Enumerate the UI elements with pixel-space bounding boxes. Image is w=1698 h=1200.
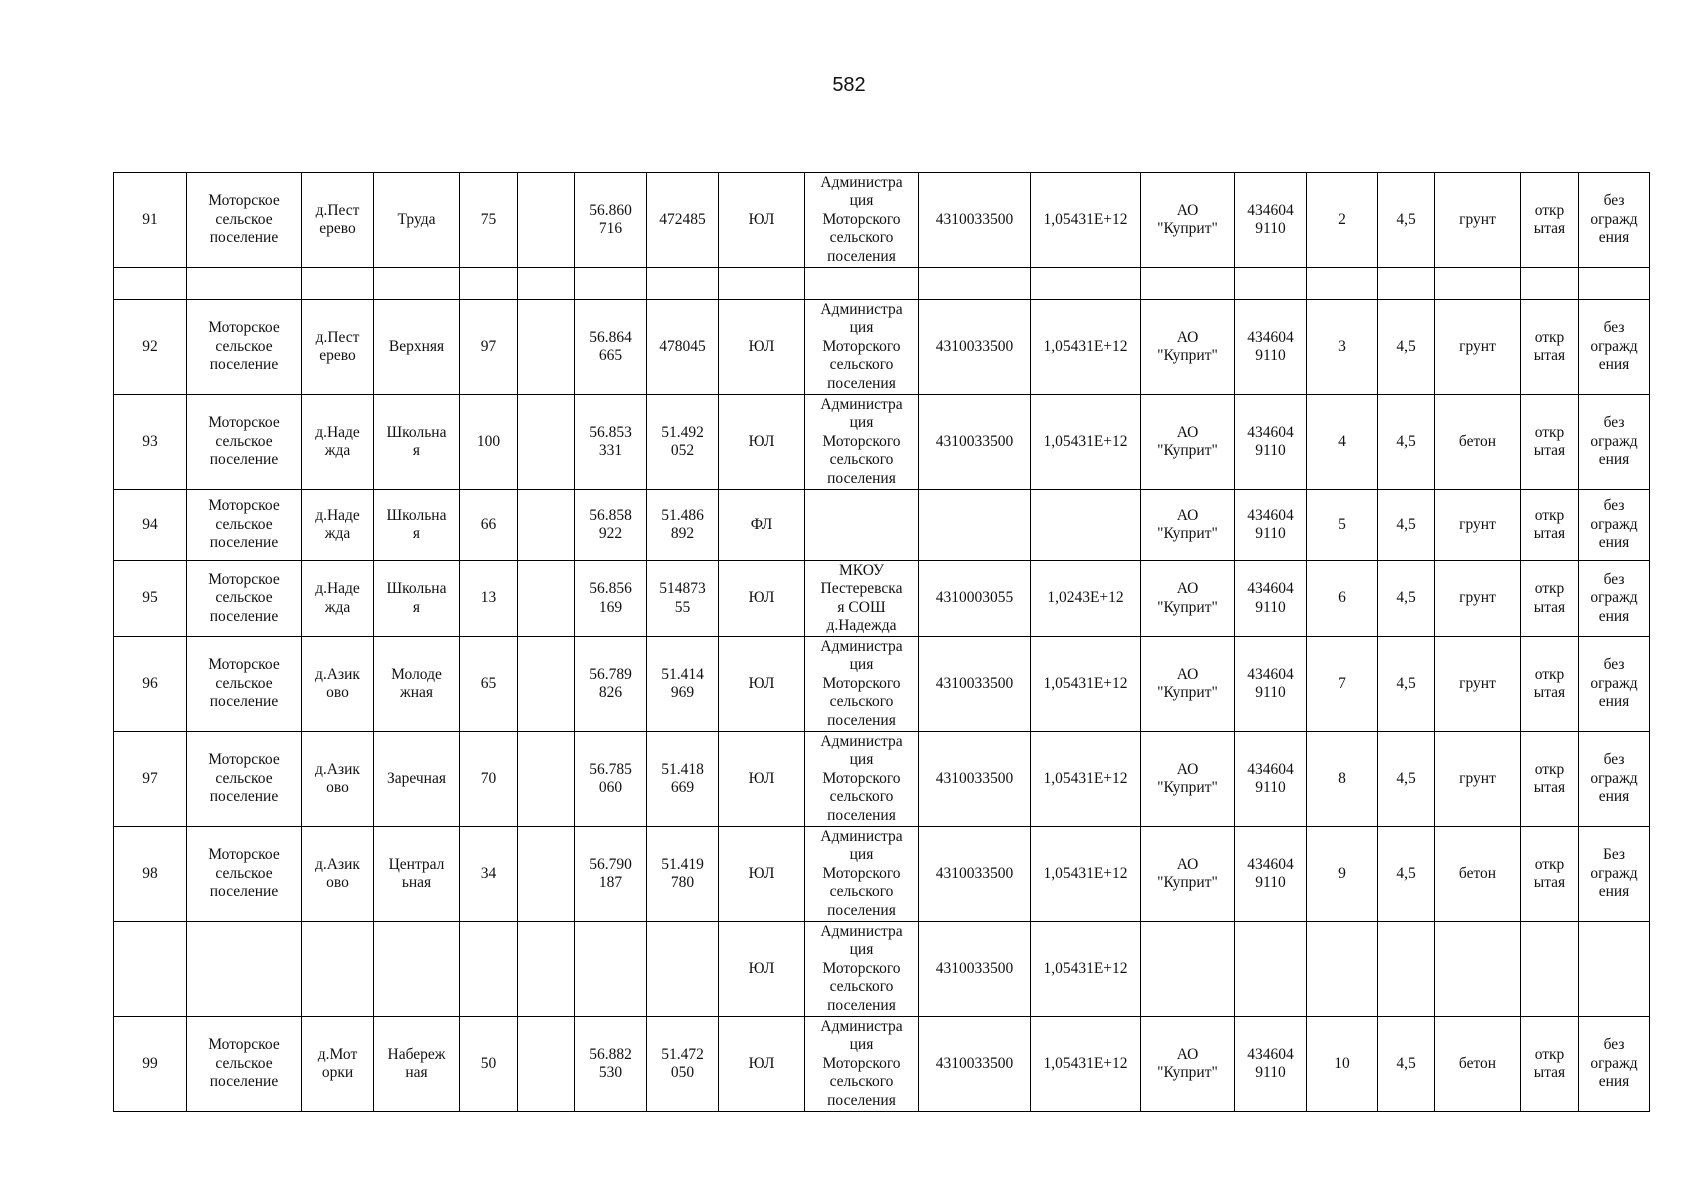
cell-idx: 10 bbox=[1307, 1017, 1378, 1112]
cell-owner: Администра ция Моторского сельского поселения bbox=[805, 173, 919, 268]
cell-settlement: Моторское сельское поселение bbox=[187, 732, 302, 827]
cell-lat: 56.853 331 bbox=[575, 395, 647, 490]
cell-operator: АО "Куприт" bbox=[1141, 732, 1235, 827]
cell-op-inn bbox=[1235, 268, 1307, 300]
table-row bbox=[114, 922, 1650, 1017]
cell-n: 98 bbox=[114, 827, 187, 922]
cell-idx: 9 bbox=[1307, 827, 1378, 922]
cell-village bbox=[302, 922, 374, 1017]
cell-street: Заречная bbox=[374, 732, 460, 827]
cell-area: 4,5 bbox=[1378, 395, 1435, 490]
cell-village: д.Пест ерево bbox=[302, 300, 374, 395]
cell-village: д.Наде жда bbox=[302, 395, 374, 490]
cell-street: Верхняя bbox=[374, 300, 460, 395]
cell-village: д.Азик ово bbox=[302, 732, 374, 827]
cell-n: 99 bbox=[114, 1017, 187, 1112]
cell-type bbox=[719, 268, 805, 300]
cell-ogrn: 1,05431E+12 bbox=[1031, 732, 1141, 827]
cell-n: 96 bbox=[114, 637, 187, 732]
table-row bbox=[114, 300, 1650, 395]
cell-op-inn bbox=[1235, 922, 1307, 1017]
cell-street: Набереж ная bbox=[374, 1017, 460, 1112]
cell-surface: грунт bbox=[1435, 561, 1521, 637]
cell-fence: без огражд ения bbox=[1579, 561, 1650, 637]
cell-owner: Администра ция Моторского сельского поселения bbox=[805, 922, 919, 1017]
cell-street: Труда bbox=[374, 173, 460, 268]
cell-n bbox=[114, 922, 187, 1017]
cell-type: ФЛ bbox=[719, 490, 805, 561]
cell-house: 100 bbox=[460, 395, 518, 490]
cell-inn bbox=[919, 490, 1031, 561]
cell-owner: Администра ция Моторского сельского поселения bbox=[805, 395, 919, 490]
cell-inn: 4310033500 bbox=[919, 300, 1031, 395]
cell-fence: без огражд ения bbox=[1579, 732, 1650, 827]
cell-lon: 514873 55 bbox=[647, 561, 719, 637]
cell-c6 bbox=[518, 268, 575, 300]
cell-street bbox=[374, 268, 460, 300]
cell-ogrn: 1,05431E+12 bbox=[1031, 173, 1141, 268]
cell-settlement: Моторское сельское поселение bbox=[187, 561, 302, 637]
cell-type: ЮЛ bbox=[719, 1017, 805, 1112]
cell-owner: МКОУ Пестеревска я СОШ д.Надежда bbox=[805, 561, 919, 637]
cell-ogrn bbox=[1031, 490, 1141, 561]
cell-n: 93 bbox=[114, 395, 187, 490]
table-row bbox=[114, 395, 1650, 490]
cell-area: 4,5 bbox=[1378, 173, 1435, 268]
cell-inn: 4310033500 bbox=[919, 922, 1031, 1017]
cell-lon: 472485 bbox=[647, 173, 719, 268]
cell-inn: 4310003055 bbox=[919, 561, 1031, 637]
cell-inn: 4310033500 bbox=[919, 395, 1031, 490]
cell-fence: без огражд ения bbox=[1579, 395, 1650, 490]
cell-operator: АО "Куприт" bbox=[1141, 490, 1235, 561]
cell-type: ЮЛ bbox=[719, 561, 805, 637]
cell-fence: без огражд ения bbox=[1579, 490, 1650, 561]
cell-idx bbox=[1307, 922, 1378, 1017]
cell-area: 4,5 bbox=[1378, 732, 1435, 827]
cell-village: д.Азик ово bbox=[302, 637, 374, 732]
cell-op-inn: 434604 9110 bbox=[1235, 732, 1307, 827]
cell-lon bbox=[647, 922, 719, 1017]
cell-lat: 56.864 665 bbox=[575, 300, 647, 395]
cell-fence: без огражд ения bbox=[1579, 300, 1650, 395]
cell-operator: АО "Куприт" bbox=[1141, 1017, 1235, 1112]
cell-idx: 7 bbox=[1307, 637, 1378, 732]
cell-fence bbox=[1579, 268, 1650, 300]
cell-op-inn: 434604 9110 bbox=[1235, 637, 1307, 732]
cell-idx: 5 bbox=[1307, 490, 1378, 561]
cell-c6 bbox=[518, 922, 575, 1017]
cell-owner bbox=[805, 490, 919, 561]
cell-kind bbox=[1521, 922, 1579, 1017]
cell-idx: 8 bbox=[1307, 732, 1378, 827]
cell-operator bbox=[1141, 268, 1235, 300]
cell-op-inn: 434604 9110 bbox=[1235, 395, 1307, 490]
cell-area: 4,5 bbox=[1378, 827, 1435, 922]
cell-op-inn: 434604 9110 bbox=[1235, 827, 1307, 922]
table-row bbox=[114, 173, 1650, 268]
cell-lat: 56.789 826 bbox=[575, 637, 647, 732]
cell-lon: 51.414 969 bbox=[647, 637, 719, 732]
cell-owner: Администра ция Моторского сельского поселения bbox=[805, 732, 919, 827]
cell-settlement: Моторское сельское поселение bbox=[187, 395, 302, 490]
cell-lat: 56.785 060 bbox=[575, 732, 647, 827]
cell-kind: откр ытая bbox=[1521, 490, 1579, 561]
cell-house bbox=[460, 922, 518, 1017]
cell-fence: Без огражд ения bbox=[1579, 827, 1650, 922]
cell-house bbox=[460, 268, 518, 300]
cell-settlement bbox=[187, 922, 302, 1017]
cell-op-inn: 434604 9110 bbox=[1235, 173, 1307, 268]
cell-ogrn: 1,05431E+12 bbox=[1031, 300, 1141, 395]
cell-op-inn: 434604 9110 bbox=[1235, 490, 1307, 561]
cell-operator: АО "Куприт" bbox=[1141, 561, 1235, 637]
cell-n: 91 bbox=[114, 173, 187, 268]
cell-operator: АО "Куприт" bbox=[1141, 173, 1235, 268]
cell-lon: 51.492 052 bbox=[647, 395, 719, 490]
cell-lon: 51.472 050 bbox=[647, 1017, 719, 1112]
table-row bbox=[114, 268, 1650, 300]
cell-n: 94 bbox=[114, 490, 187, 561]
cell-fence: без огражд ения bbox=[1579, 1017, 1650, 1112]
cell-kind: откр ытая bbox=[1521, 827, 1579, 922]
cell-area: 4,5 bbox=[1378, 490, 1435, 561]
cell-owner: Администра ция Моторского сельского поселения bbox=[805, 300, 919, 395]
cell-op-inn: 434604 9110 bbox=[1235, 1017, 1307, 1112]
table-row bbox=[114, 1017, 1650, 1112]
cell-c6 bbox=[518, 173, 575, 268]
cell-village: д.Наде жда bbox=[302, 561, 374, 637]
cell-owner: Администра ция Моторского сельского поселения bbox=[805, 637, 919, 732]
cell-lat: 56.790 187 bbox=[575, 827, 647, 922]
cell-type: ЮЛ bbox=[719, 395, 805, 490]
cell-inn bbox=[919, 268, 1031, 300]
cell-settlement: Моторское сельское поселение bbox=[187, 300, 302, 395]
cell-house: 50 bbox=[460, 1017, 518, 1112]
cell-village: д.Пест ерево bbox=[302, 173, 374, 268]
cell-idx: 6 bbox=[1307, 561, 1378, 637]
cell-settlement: Моторское сельское поселение bbox=[187, 827, 302, 922]
cell-kind bbox=[1521, 268, 1579, 300]
cell-house: 34 bbox=[460, 827, 518, 922]
cell-idx: 4 bbox=[1307, 395, 1378, 490]
cell-settlement: Моторское сельское поселение bbox=[187, 173, 302, 268]
cell-area: 4,5 bbox=[1378, 637, 1435, 732]
cell-c6 bbox=[518, 732, 575, 827]
cell-kind: откр ытая bbox=[1521, 395, 1579, 490]
table-row bbox=[114, 490, 1650, 561]
cell-area bbox=[1378, 268, 1435, 300]
cell-lon: 51.486 892 bbox=[647, 490, 719, 561]
cell-kind: откр ытая bbox=[1521, 637, 1579, 732]
cell-house: 75 bbox=[460, 173, 518, 268]
table-body bbox=[114, 173, 1650, 1112]
cell-type: ЮЛ bbox=[719, 827, 805, 922]
cell-area: 4,5 bbox=[1378, 300, 1435, 395]
cell-surface: грунт bbox=[1435, 637, 1521, 732]
cell-surface: бетон bbox=[1435, 827, 1521, 922]
cell-inn: 4310033500 bbox=[919, 637, 1031, 732]
cell-c6 bbox=[518, 490, 575, 561]
cell-c6 bbox=[518, 827, 575, 922]
cell-surface: грунт bbox=[1435, 300, 1521, 395]
cell-ogrn: 1,05431E+12 bbox=[1031, 922, 1141, 1017]
cell-op-inn: 434604 9110 bbox=[1235, 561, 1307, 637]
cell-fence: без огражд ения bbox=[1579, 637, 1650, 732]
cell-settlement: Моторское сельское поселение bbox=[187, 1017, 302, 1112]
cell-lon: 478045 bbox=[647, 300, 719, 395]
cell-type: ЮЛ bbox=[719, 637, 805, 732]
cell-c6 bbox=[518, 300, 575, 395]
cell-village: д.Мот орки bbox=[302, 1017, 374, 1112]
cell-c6 bbox=[518, 637, 575, 732]
cell-kind: откр ытая bbox=[1521, 732, 1579, 827]
cell-op-inn: 434604 9110 bbox=[1235, 300, 1307, 395]
cell-fence: без огражд ения bbox=[1579, 173, 1650, 268]
cell-area: 4,5 bbox=[1378, 561, 1435, 637]
cell-village: д.Наде жда bbox=[302, 490, 374, 561]
table-row bbox=[114, 827, 1650, 922]
cell-ogrn bbox=[1031, 268, 1141, 300]
cell-kind: откр ытая bbox=[1521, 173, 1579, 268]
cell-c6 bbox=[518, 561, 575, 637]
cell-kind: откр ытая bbox=[1521, 300, 1579, 395]
cell-surface: бетон bbox=[1435, 395, 1521, 490]
page-number: 582 bbox=[832, 74, 866, 96]
cell-owner: Администра ция Моторского сельского поселения bbox=[805, 827, 919, 922]
cell-street bbox=[374, 922, 460, 1017]
cell-ogrn: 1,05431E+12 bbox=[1031, 637, 1141, 732]
table-row bbox=[114, 561, 1650, 637]
table-row bbox=[114, 637, 1650, 732]
cell-ogrn: 1,05431E+12 bbox=[1031, 395, 1141, 490]
cell-operator: АО "Куприт" bbox=[1141, 827, 1235, 922]
cell-house: 70 bbox=[460, 732, 518, 827]
cell-n: 97 bbox=[114, 732, 187, 827]
cell-operator: АО "Куприт" bbox=[1141, 395, 1235, 490]
cell-street: Молоде жная bbox=[374, 637, 460, 732]
cell-inn: 4310033500 bbox=[919, 732, 1031, 827]
cell-street: Школьна я bbox=[374, 395, 460, 490]
cell-owner: Администра ция Моторского сельского поселения bbox=[805, 1017, 919, 1112]
cell-street: Централ ьная bbox=[374, 827, 460, 922]
cell-type: ЮЛ bbox=[719, 732, 805, 827]
cell-lat: 56.882 530 bbox=[575, 1017, 647, 1112]
cell-ogrn: 1,05431E+12 bbox=[1031, 1017, 1141, 1112]
cell-c6 bbox=[518, 395, 575, 490]
cell-lat: 56.858 922 bbox=[575, 490, 647, 561]
cell-settlement: Моторское сельское поселение bbox=[187, 490, 302, 561]
cell-operator: АО "Куприт" bbox=[1141, 637, 1235, 732]
container-site-registry-table bbox=[113, 172, 1650, 1112]
cell-owner bbox=[805, 268, 919, 300]
table-row bbox=[114, 732, 1650, 827]
cell-type: ЮЛ bbox=[719, 300, 805, 395]
cell-idx: 2 bbox=[1307, 173, 1378, 268]
cell-lat bbox=[575, 268, 647, 300]
cell-lat: 56.860 716 bbox=[575, 173, 647, 268]
cell-inn: 4310033500 bbox=[919, 173, 1031, 268]
cell-surface: бетон bbox=[1435, 1017, 1521, 1112]
cell-surface: грунт bbox=[1435, 490, 1521, 561]
cell-house: 97 bbox=[460, 300, 518, 395]
cell-area bbox=[1378, 922, 1435, 1017]
cell-type: ЮЛ bbox=[719, 922, 805, 1017]
cell-lat bbox=[575, 922, 647, 1017]
cell-lon bbox=[647, 268, 719, 300]
cell-lon: 51.419 780 bbox=[647, 827, 719, 922]
cell-operator: АО "Куприт" bbox=[1141, 300, 1235, 395]
cell-house: 65 bbox=[460, 637, 518, 732]
cell-inn: 4310033500 bbox=[919, 827, 1031, 922]
cell-kind: откр ытая bbox=[1521, 561, 1579, 637]
cell-ogrn: 1,05431E+12 bbox=[1031, 827, 1141, 922]
cell-lat: 56.856 169 bbox=[575, 561, 647, 637]
cell-kind: откр ытая bbox=[1521, 1017, 1579, 1112]
cell-area: 4,5 bbox=[1378, 1017, 1435, 1112]
cell-inn: 4310033500 bbox=[919, 1017, 1031, 1112]
cell-surface: грунт bbox=[1435, 732, 1521, 827]
cell-surface: грунт bbox=[1435, 173, 1521, 268]
cell-n: 95 bbox=[114, 561, 187, 637]
cell-house: 13 bbox=[460, 561, 518, 637]
cell-village bbox=[302, 268, 374, 300]
cell-street: Школьна я bbox=[374, 561, 460, 637]
cell-operator bbox=[1141, 922, 1235, 1017]
cell-village: д.Азик ово bbox=[302, 827, 374, 922]
cell-ogrn: 1,0243E+12 bbox=[1031, 561, 1141, 637]
cell-type: ЮЛ bbox=[719, 173, 805, 268]
cell-settlement: Моторское сельское поселение bbox=[187, 637, 302, 732]
cell-street: Школьна я bbox=[374, 490, 460, 561]
cell-settlement bbox=[187, 268, 302, 300]
cell-house: 66 bbox=[460, 490, 518, 561]
cell-n: 92 bbox=[114, 300, 187, 395]
cell-lon: 51.418 669 bbox=[647, 732, 719, 827]
cell-idx bbox=[1307, 268, 1378, 300]
cell-surface bbox=[1435, 268, 1521, 300]
cell-n bbox=[114, 268, 187, 300]
cell-idx: 3 bbox=[1307, 300, 1378, 395]
cell-surface bbox=[1435, 922, 1521, 1017]
cell-c6 bbox=[518, 1017, 575, 1112]
cell-fence bbox=[1579, 922, 1650, 1017]
